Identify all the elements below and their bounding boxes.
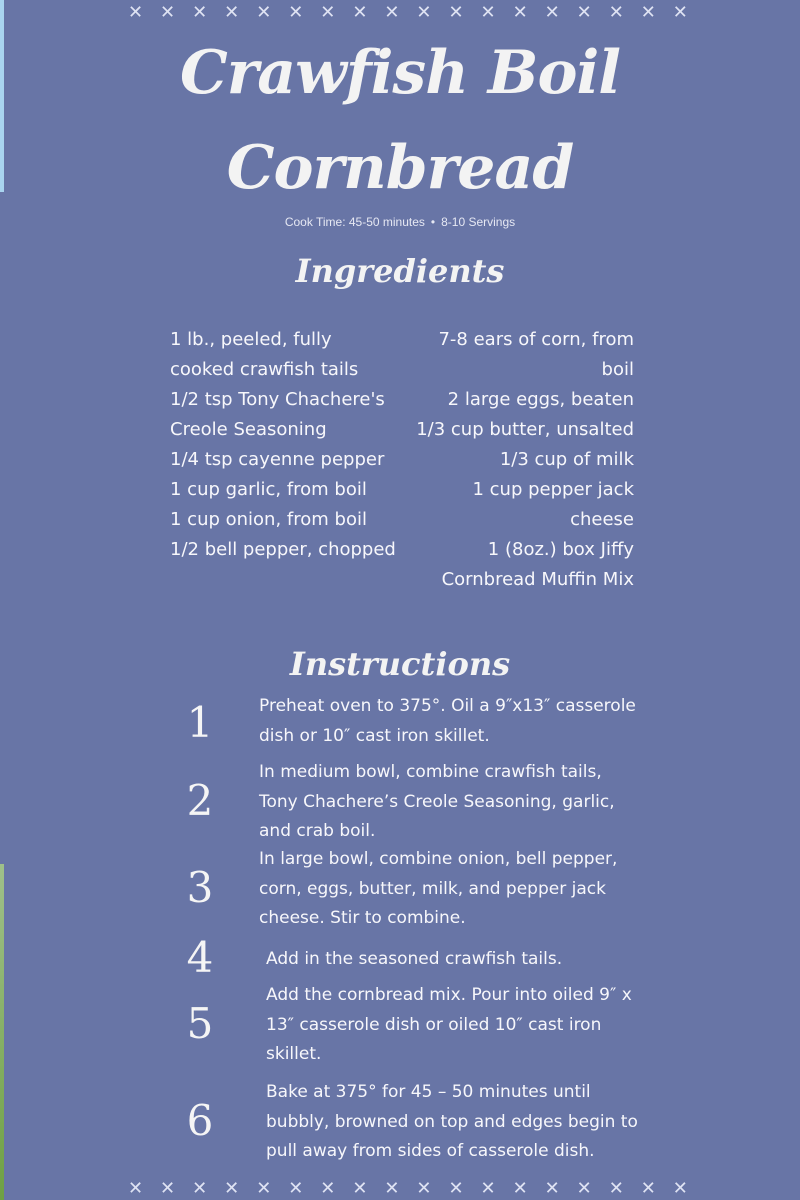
step-text: In large bowl, combine onion, bell pepper, corn, eggs, butter, milk, and pepper jack cheese. Stir to combine. [259, 849, 618, 928]
x-mark-icon: ✕ [480, 1, 496, 23]
x-mark-icon: ✕ [512, 1177, 528, 1199]
x-mark-icon: ✕ [256, 1, 272, 23]
x-mark-icon: ✕ [256, 1177, 272, 1199]
ingredient-item: 1 cup pepper jack cheese [472, 479, 634, 530]
x-mark-icon: ✕ [416, 1, 432, 23]
ingredient-item: 1/2 bell pepper, chopped [170, 539, 396, 560]
recipe-title-line2: Cornbread [226, 133, 574, 203]
x-mark-icon: ✕ [640, 1177, 656, 1199]
step-number: 2 [186, 776, 214, 825]
x-mark-icon: ✕ [192, 1177, 208, 1199]
x-mark-icon: ✕ [128, 1, 144, 23]
bottom-x-border [128, 1178, 688, 1198]
x-mark-icon: ✕ [448, 1, 464, 23]
x-mark-icon: ✕ [192, 1, 208, 23]
x-mark-icon: ✕ [608, 1177, 624, 1199]
ingredient-item: 1/4 tsp cayenne pepper [170, 449, 385, 470]
x-mark-icon: ✕ [640, 1, 656, 23]
step-text: Add the cornbread mix. Pour into oiled 9″ x 13″ casserole dish or oiled 10″ cast iron skillet. [266, 985, 632, 1064]
step-text: Preheat oven to 375°. Oil a 9″x13″ casserole dish or 10″ cast iron skillet. [259, 696, 636, 746]
ingredient-item: 1 cup onion, from boil [170, 509, 367, 530]
x-mark-icon: ✕ [224, 1177, 240, 1199]
top-x-border [128, 2, 688, 22]
x-mark-icon: ✕ [608, 1, 624, 23]
recipe-meta [0, 215, 800, 229]
instructions-heading: Instructions [289, 645, 511, 683]
ingredients-heading: Ingredients [295, 252, 505, 290]
x-mark-icon: ✕ [544, 1, 560, 23]
x-mark-icon: ✕ [544, 1177, 560, 1199]
x-mark-icon: ✕ [288, 1, 304, 23]
x-mark-icon: ✕ [512, 1, 528, 23]
recipe-title-line1: Crawfish Boil [179, 38, 621, 108]
x-mark-icon: ✕ [128, 1177, 144, 1199]
ingredients-right-column [404, 325, 634, 595]
x-mark-icon: ✕ [384, 1, 400, 23]
step-text: In medium bowl, combine crawfish tails, Tony Chachere’s Creole Seasoning, garlic, and crab boil. [259, 762, 615, 841]
x-mark-icon: ✕ [352, 1177, 368, 1199]
x-mark-icon: ✕ [480, 1177, 496, 1199]
step-text: Bake at 375° for 45 – 50 minutes until bubbly, browned on top and edges begin to pull away from sides of casserole dish. [266, 1082, 638, 1161]
cook-time: Cook Time: 45-50 minutes [284, 215, 425, 229]
x-mark-icon: ✕ [320, 1177, 336, 1199]
ingredient-item: 1/3 cup of milk [499, 449, 634, 470]
step-text: Add in the seasoned crawfish tails. [266, 949, 563, 969]
ingredient-item: 1 lb., peeled, fully cooked crawfish tails [170, 329, 359, 380]
x-mark-icon: ✕ [352, 1, 368, 23]
x-mark-icon: ✕ [288, 1177, 304, 1199]
meta-separator: • [430, 215, 436, 229]
x-mark-icon: ✕ [224, 1, 240, 23]
step-number: 6 [186, 1096, 214, 1145]
ingredients-left-column [170, 325, 400, 565]
x-mark-icon: ✕ [160, 1177, 176, 1199]
x-mark-icon: ✕ [448, 1177, 464, 1199]
x-mark-icon: ✕ [384, 1177, 400, 1199]
x-mark-icon: ✕ [576, 1177, 592, 1199]
servings: 8-10 Servings [441, 215, 516, 229]
ingredient-item: 1/2 tsp Tony Chachere's Creole Seasoning [170, 389, 385, 440]
step-number: 3 [186, 863, 214, 912]
step-number: 5 [186, 999, 214, 1048]
x-mark-icon: ✕ [576, 1, 592, 23]
x-mark-icon: ✕ [672, 1177, 688, 1199]
ingredient-item: 1 (8oz.) box Jiffy Cornbread Muffin Mix [441, 539, 634, 590]
ingredient-item: 1/3 cup butter, unsalted [416, 419, 634, 440]
ingredient-item: 1 cup garlic, from boil [170, 479, 367, 500]
step-number: 4 [186, 933, 214, 982]
ingredient-item: 7-8 ears of corn, from boil [438, 329, 634, 380]
x-mark-icon: ✕ [672, 1, 688, 23]
ingredient-item: 2 large eggs, beaten [447, 389, 634, 410]
x-mark-icon: ✕ [416, 1177, 432, 1199]
x-mark-icon: ✕ [160, 1, 176, 23]
step-number: 1 [186, 698, 214, 747]
x-mark-icon: ✕ [320, 1, 336, 23]
